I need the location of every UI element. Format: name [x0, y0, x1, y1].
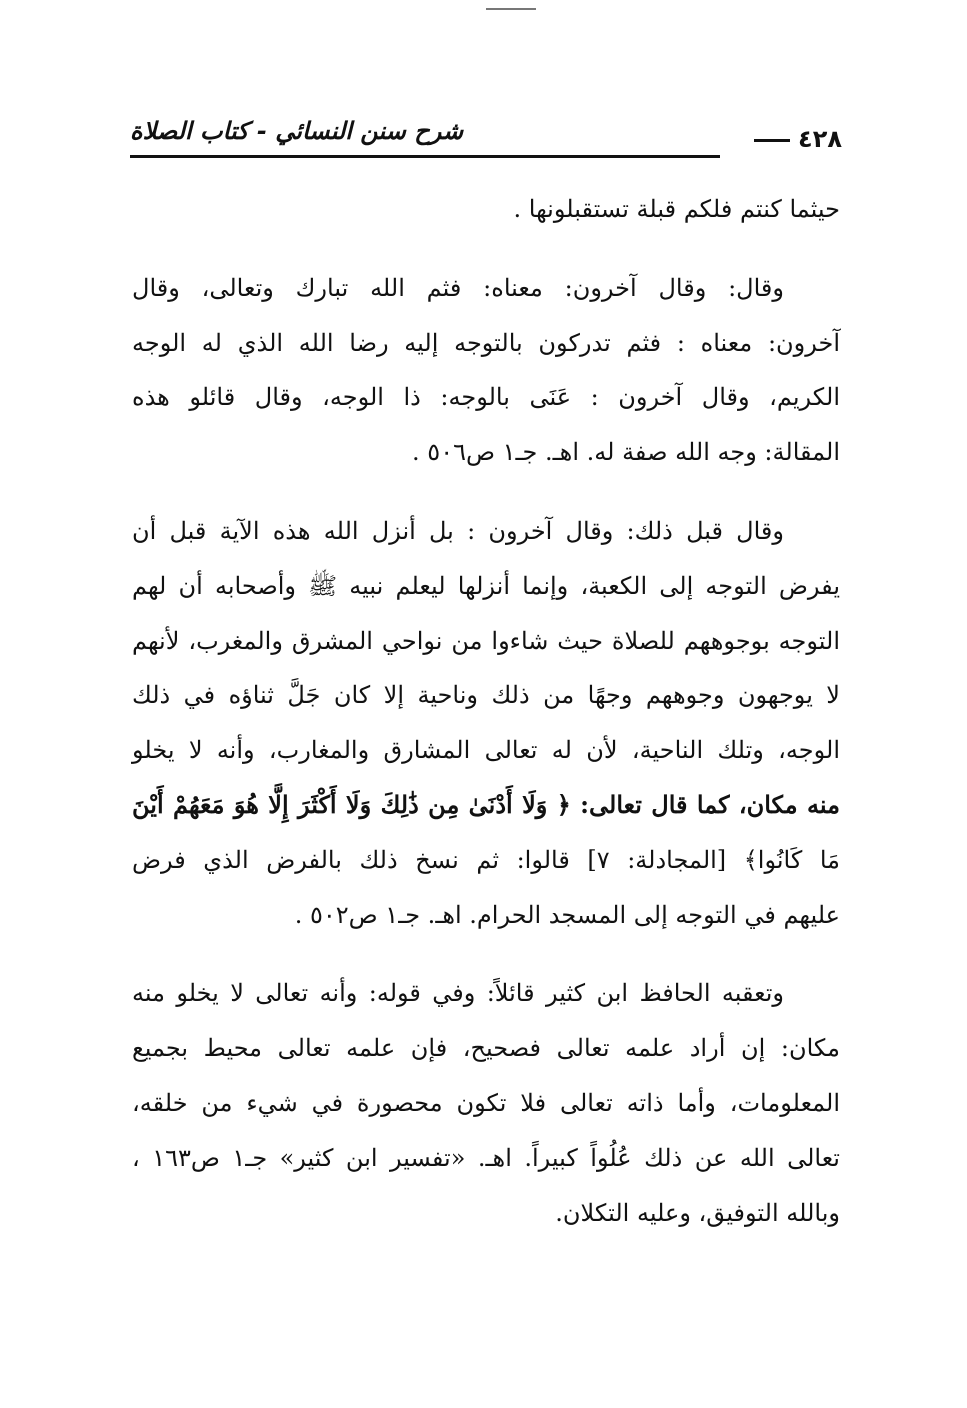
text-line: المعلومات، وأما ذاته تعالى فلا تكون محصورة في شيء من خلقه، — [132, 1088, 840, 1117]
text-line: المقالة: وجه الله صفة له. اهـ. جـ١ ص٥٠٦ . — [412, 438, 840, 467]
paragraph-gap — [132, 942, 840, 966]
text-line: مكان: إن أراد علمه تعالى فصحيح، فإن علمه تعالى محيط بجميع — [132, 1034, 840, 1063]
page-number: ٤٢٨ — [798, 125, 842, 153]
text-line: الكريم، وقال آخرون : عَنَى بالوجه: ذا الوجه، وقال قائلو هذه — [132, 383, 840, 412]
page-number-dash — [754, 139, 790, 142]
text-line: الوجه، وتلك الناحية، لأن له تعالى المشارق والمغارب، وأنه لا يخلو — [132, 736, 840, 765]
text-line: لا يوجهون وجوههم وجهًا من ذلك وناحية إلا كان جَلَّ ثناؤه في ذلك — [132, 681, 840, 710]
top-margin-mark — [486, 8, 536, 10]
text-line: حيثما كنتم فلكم قبلة تستقبلونها . — [513, 195, 840, 223]
paragraph-gap — [132, 480, 840, 504]
header-rule — [130, 155, 720, 158]
text-line: التوجه بوجوههم للصلاة حيث شاءوا من نواحي المشرق والمغرب، لأنهم — [132, 626, 840, 655]
text-line: وبالله التوفيق، وعليه التكلان. — [555, 1198, 840, 1227]
text-line: مَا كَانُوا﴾ [المجادلة: ٧] قالوا: ثم نسخ ذلك بالفرض الذي فرض — [132, 845, 840, 874]
text-line: يفرض التوجه إلى الكعبة، وإنما أنزلها ليعلم نبيه ﷺ وأصحابه أن لهم — [132, 571, 840, 600]
text-line: وقال قبل ذلك: وقال آخرون : بل أنزل الله هذه الآية قبل أن — [132, 516, 784, 545]
text-line: تعالى الله عن ذلك عُلُواً كبيراً. اهـ. «تفسير ابن كثير» جـ١ ص١٦٣ ، — [132, 1143, 840, 1172]
body-text — [132, 182, 840, 1240]
paragraph-2 — [132, 261, 840, 480]
running-header — [130, 105, 842, 165]
text-line: وتعقبه الحافظ ابن كثير قائلاً: وفي قوله: وأنه تعالى لا يخلو منه — [132, 979, 784, 1008]
page-number-block — [746, 125, 842, 153]
quran-verse-line: منه مكان، كما قال تعالى: ﴿ وَلَا أَدْنَىٰ مِن ذَٰلِكَ وَلَا أَكْثَرَ إِلَّا هُوَ مَعَهُمْ أَيْنَ — [132, 789, 840, 819]
paragraph-3 — [132, 504, 840, 942]
text-line: وقال: وقال آخرون: معناه: فثم الله تبارك وتعالى، وقال — [132, 273, 784, 302]
paragraph-4 — [132, 966, 840, 1240]
text-line: عليهم في التوجه إلى المسجد الحرام. اهـ. جـ١ ص٥٠٢ . — [294, 900, 840, 929]
paragraph-1 — [132, 182, 840, 237]
paragraph-gap — [132, 237, 840, 261]
running-title: شرح سنن النسائي - كتاب الصلاة — [130, 117, 464, 145]
text-line: آخرون: معناه : فثم تدركون بالتوجه إليه رضا الله الذي له الوجه — [132, 328, 840, 357]
